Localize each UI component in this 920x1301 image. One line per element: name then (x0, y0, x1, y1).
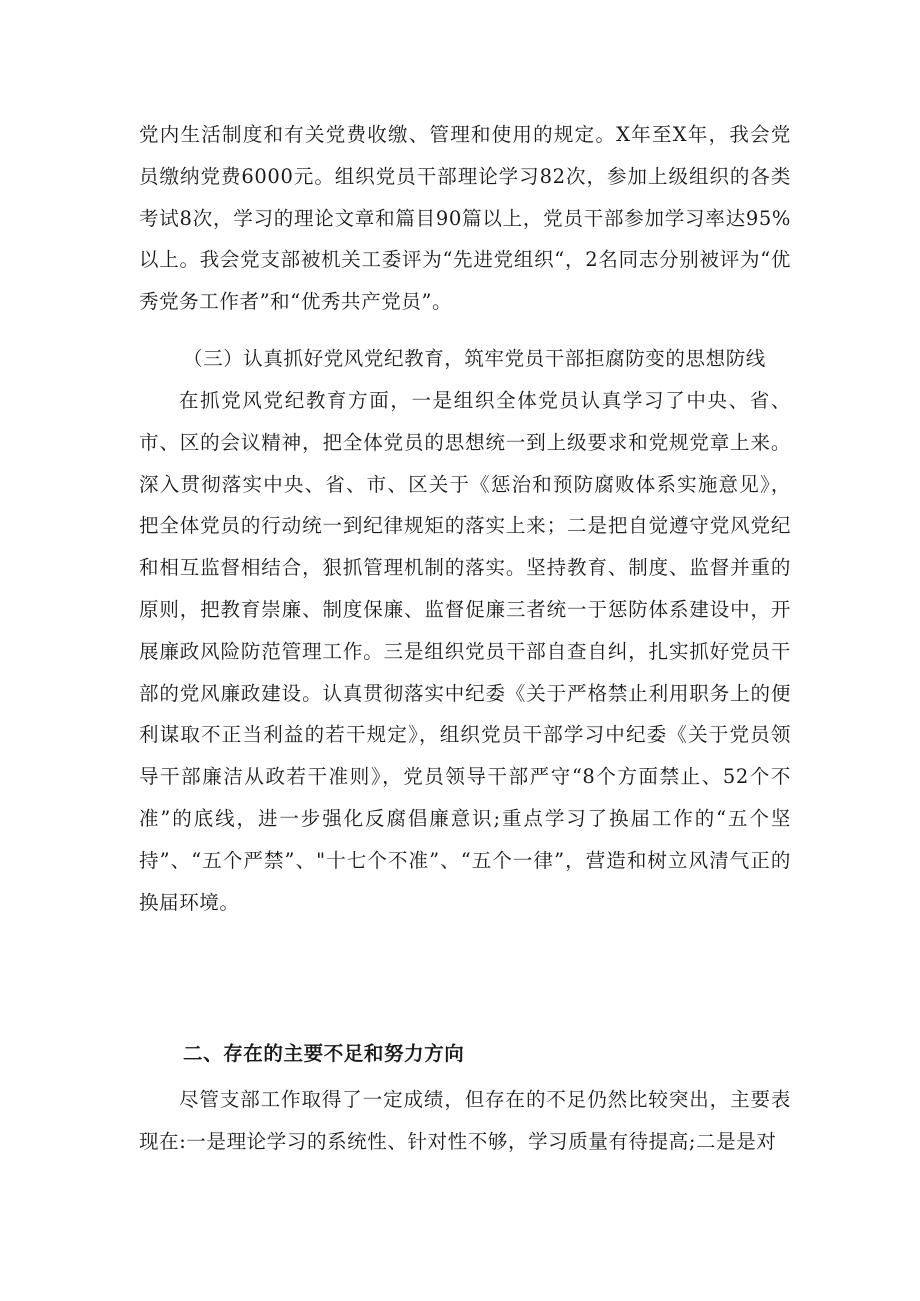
section-heading-shortcomings: 二、存在的主要不足和努力方向 (183, 1042, 465, 1065)
paragraph-party-dues-and-study: 党内生活制度和有关党费收缴、管理和使用的规定。X年至X年，我会党员缴纳党费6000元。组织党员干部理论学习82次，参加上级组织的各类考试8次，学习的理论文章和篇目90篇以上，党员干部参加学习率达95%以上。我会党支部被机关工委评为“先进党组织“，2名同志分别被评为“优秀党务工作者”和“优秀共产党员”。 (139, 123, 791, 314)
paragraph-party-discipline-education: 在抓党风党纪教育方面，一是组织全体党员认真学习了中央、省、市、区的会议精神，把全体党员的思想统一到上级要求和党规党章上来。深入贯彻落实中央、省、市、区关于《惩治和预防腐败体系实施意见》，把全体党员的行动统一到纪律规矩的落实上来；二是把自觉遵守党风党纪和相互监督相结合，狠抓管理机制的落实。坚持教育、制度、监督并重的原则，把教育崇廉、制度保廉、监督促廉三者统一于惩防体系建设中，开展廉政风险防范管理工作。三是组织党员干部自查自纠，扎实抓好党员干部的党风廉政建设。认真贯彻落实中纪委《关于严格禁止利用职务上的便利谋取不正当利益的若干规定》，组织党员干部学习中纪委《关于党员领导干部廉洁从政若干准则》，党员领导干部严守“8个方面禁止、52个不准”的底线，进一步强化反腐倡廉意识;重点学习了换届工作的“五个坚持”、“五个严禁”、"十七个不准”、“五个一律”，营造和树立风清气正的换届环境。 (139, 389, 791, 914)
paragraph-shortcomings: 尽管支部工作取得了一定成绩，但存在的不足仍然比较突出，主要表现在:一是理论学习的系统性、针对性不够，学习质量有待提高;二是是对 (139, 1088, 791, 1153)
subheading-party-discipline-education: （三）认真抓好党风党纪教育，筑牢党员干部拒腐防变的思想防线 (183, 347, 766, 370)
